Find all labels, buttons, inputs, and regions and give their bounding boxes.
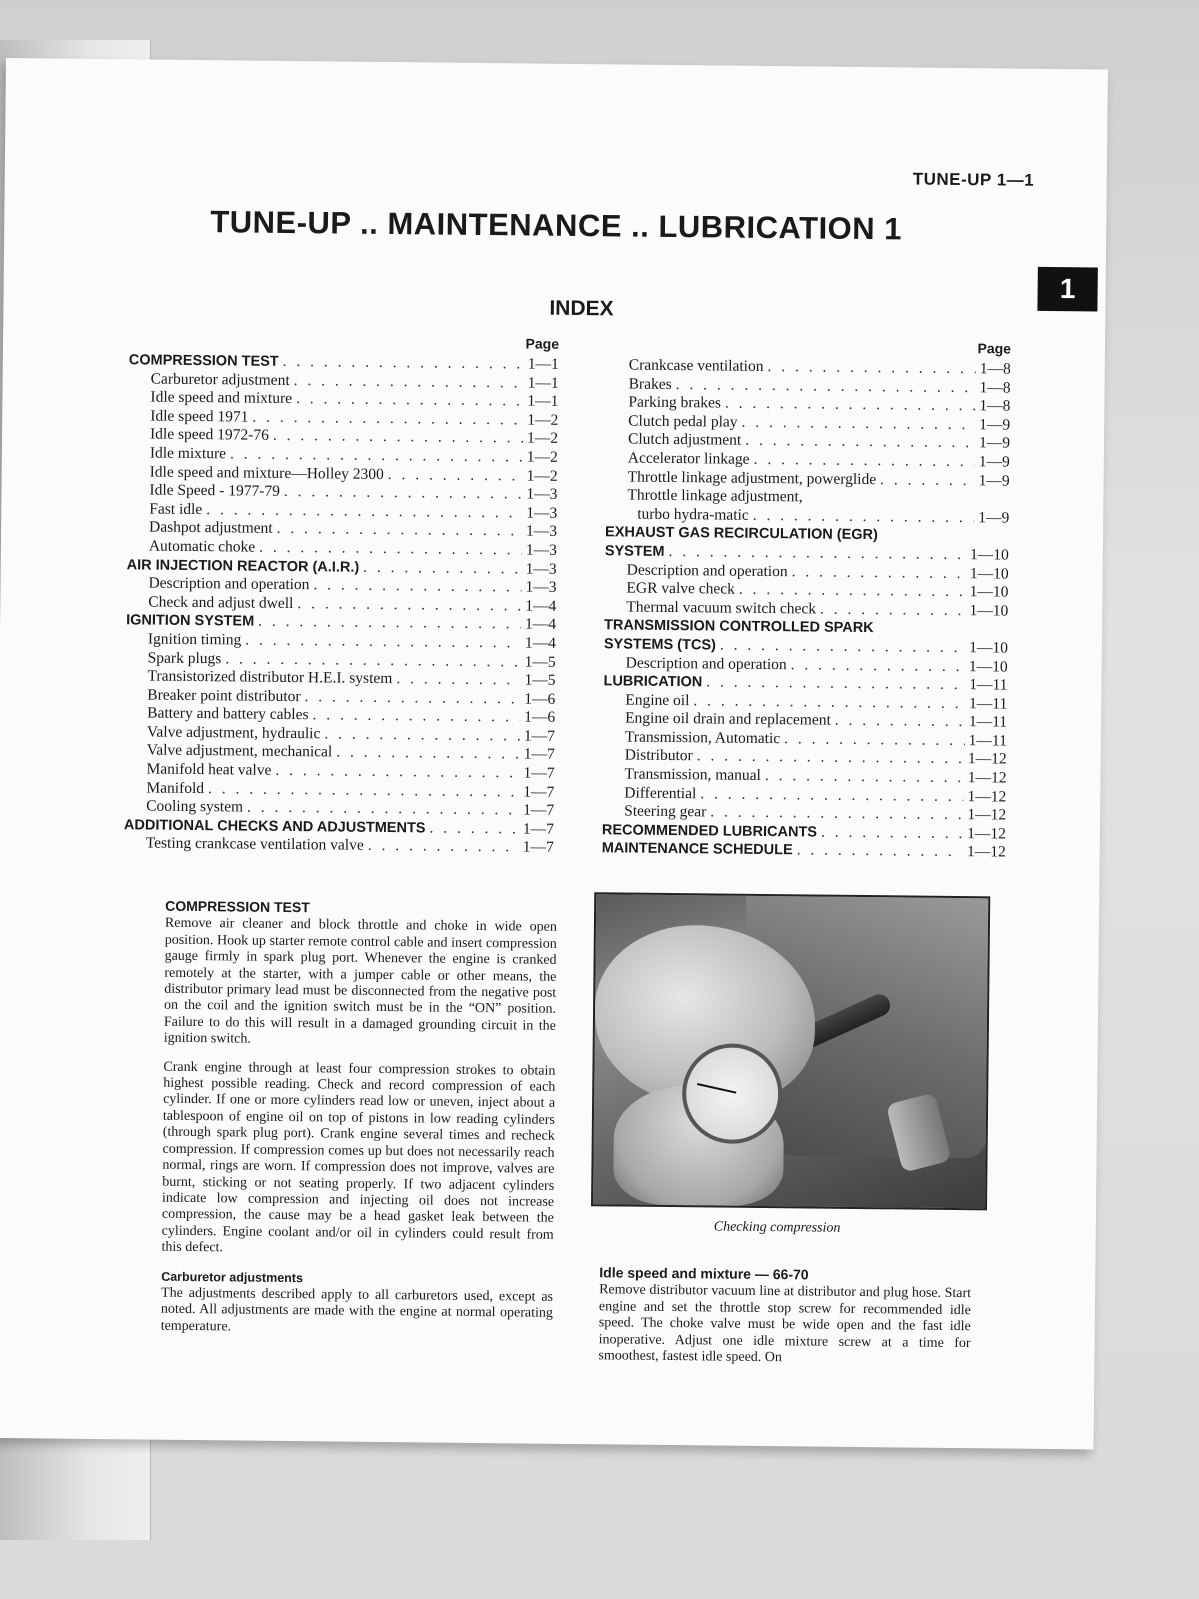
index-entry-page: 1—10 — [969, 583, 1009, 601]
dot-leader — [880, 471, 975, 491]
index-entry-page: 1—6 — [524, 708, 556, 727]
running-header: TUNE-UP 1—1 — [912, 169, 1035, 190]
dot-leader — [396, 670, 520, 690]
index-entry-label: IGNITION SYSTEM — [126, 612, 255, 630]
index-entry-page: 1—4 — [525, 597, 557, 615]
index-column-right — [602, 336, 1011, 862]
index-entry-page: 1—3 — [526, 485, 558, 503]
index-entry-label: TRANSMISSION CONTROLLED SPARK — [604, 617, 874, 637]
dot-leader — [296, 390, 524, 411]
index-entry-label: Testing crankcase ventilation valve — [145, 834, 364, 855]
index-entry-label: Dashpot adjustment — [149, 518, 273, 538]
section-heading: Idle speed and mixture — 66-70 — [599, 1264, 809, 1283]
index-entry-label: RECOMMENDED LUBRICANTS — [601, 822, 818, 841]
index-entry-label: COMPRESSION TEST — [128, 352, 279, 370]
index-entry-page: 1—3 — [525, 578, 557, 596]
index-entry-label: Manifold — [146, 779, 205, 797]
index-entry-page: 1—12 — [967, 769, 1007, 787]
index-entry-label: Steering gear — [624, 802, 707, 821]
dot-leader — [745, 432, 975, 453]
index-entry-page: 1—9 — [978, 471, 1010, 490]
index-entry-label: AIR INJECTION REACTOR (A.I.R.) — [126, 556, 360, 576]
page-column-label: Page — [977, 340, 1012, 357]
dot-leader — [368, 837, 519, 857]
paragraph: Crank engine through at least four compression strokes to obtain highest possible reading. Check and record compression of each cylinder. If one or more cylinders read low or uneven, inject about a tablespoon of engine oil on top of pistons in low reading cylinders (through spark plug port). Crank engine several times and recheck compression. If compression comes up but does not necessarily reach normal, rings are worn. If compression does not improve, valves are burnt, sticking or not seating properly. If two adjacent cylinders indicate low compression and injecting oil does not increase compression, the cause may be a head gasket leak between the cylinders. Engine coolant and/or oil in cylinders could result from this defect. — [161, 1059, 556, 1256]
index-entry-page: 1—6 — [524, 690, 556, 708]
dot-leader — [294, 372, 524, 393]
index-heading: INDEX — [549, 296, 614, 321]
index-entry-page: 1—8 — [979, 378, 1011, 397]
compression-test-section — [161, 898, 558, 1351]
dot-leader — [791, 656, 965, 676]
section-heading: COMPRESSION TEST — [165, 897, 310, 916]
index-entry-label: Idle mixture — [149, 444, 227, 463]
dot-leader — [363, 558, 522, 578]
index-entry-label: Description and operation — [626, 561, 788, 580]
dot-leader — [313, 576, 521, 597]
index-entry-page: 1—10 — [969, 564, 1009, 583]
dot-leader — [765, 767, 964, 788]
dot-leader — [297, 595, 521, 616]
dot-leader — [720, 636, 965, 657]
index-entry-page: 1—7 — [522, 820, 555, 838]
index-entry-page: 1—3 — [526, 504, 558, 522]
paragraph: The adjustments described apply to all carburetors used, except as noted. All adjustments are made with the engine at normal operating temperature. — [160, 1285, 554, 1335]
index-entry-page: 1—9 — [978, 434, 1011, 452]
index-entry-page: 1—9 — [979, 415, 1011, 434]
index-entry-label: EXHAUST GAS RECIRCULATION (EGR) — [604, 524, 878, 544]
paragraph: Remove distributor vacuum line at distributor and plug hose. Start engine and set the throttle stop screw for recommended idle speed. The choke valve must be wide open and the fast idle inoperative. Adjust one idle mixture screw at a time for smoothest, fastest idle speed. On — [598, 1282, 972, 1366]
gauge-needle — [697, 1083, 736, 1094]
index-entry-label: Carburetor adjustment — [150, 370, 290, 389]
index-entry-label: Thermal vacuum switch check — [626, 598, 817, 618]
index-entry-page: 1—7 — [523, 783, 555, 801]
index-entry-page: 1—11 — [969, 694, 1008, 713]
index-entry-page: 1—2 — [526, 467, 558, 485]
idle-speed-section — [598, 1264, 971, 1380]
index-entry-label: Transmission, manual — [624, 765, 761, 785]
dot-leader — [275, 762, 519, 783]
chapter-tab: 1 — [1037, 267, 1097, 312]
dot-leader — [753, 507, 975, 528]
subsection-heading: Carburetor adjustments — [161, 1269, 304, 1285]
index-entry-page: 1—7 — [523, 745, 555, 764]
index-entry-label: Description and operation — [148, 574, 310, 594]
index-entry-label: SYSTEMS (TCS) — [603, 636, 716, 654]
index-entry-page: 1—3 — [525, 541, 557, 559]
dot-leader — [784, 730, 965, 750]
index-entry-label: Distributor — [624, 746, 693, 765]
index-entry-page: 1—11 — [968, 713, 1008, 731]
index-entry-label: Fast idle — [149, 500, 203, 518]
dot-leader — [878, 632, 974, 633]
index-entry-label: ADDITIONAL CHECKS AND ADJUSTMENTS — [123, 817, 426, 837]
dot-leader — [820, 600, 966, 620]
index-entry-page: 1—12 — [967, 806, 1007, 824]
index-entry-page: 1—1 — [527, 392, 559, 410]
page-column-label: Page — [525, 335, 560, 352]
index-entry-label: Ignition timing — [147, 630, 242, 649]
index-entry — [602, 840, 1006, 863]
index-entry-page: 1—9 — [978, 453, 1010, 471]
index-entry-label: Throttle linkage adjustment, powerglide — [627, 468, 877, 488]
index-entry-page: 1—12 — [967, 787, 1007, 806]
index-entry-label: Idle Speed - 1977-79 — [149, 481, 281, 501]
dot-leader — [312, 707, 520, 728]
dot-leader — [283, 353, 524, 374]
index-entry-page: 1—3 — [525, 522, 558, 541]
index-entry-page: 1—2 — [527, 411, 559, 429]
index-entry-page: 1—10 — [969, 601, 1009, 620]
dot-leader — [797, 842, 964, 862]
index-entry-page: 1—12 — [966, 843, 1006, 861]
index-entry-label: EGR valve check — [626, 579, 736, 598]
index-entry-page: 1—12 — [967, 750, 1007, 768]
chapter-title: TUNE-UP .. MAINTENANCE .. LUBRICATION 1 — [210, 204, 903, 247]
index-entry-label: Idle speed and mixture — [150, 388, 293, 408]
dot-leader — [284, 483, 523, 504]
dot-leader — [324, 725, 520, 746]
index-entry-label: Valve adjustment, mechanical — [146, 741, 333, 761]
index-entry-label: Automatic choke — [148, 537, 256, 556]
index-entry-label: LUBRICATION — [603, 673, 703, 691]
index-entry-page: 1—5 — [524, 671, 556, 689]
index-entry-label: Clutch adjustment — [627, 430, 742, 450]
index-entry-page: 1—7 — [523, 727, 556, 745]
index-entry — [124, 835, 554, 858]
index-entry-page: 1—1 — [527, 374, 559, 392]
index-entry-page: 1—7 — [523, 764, 555, 782]
index-entry-label: Throttle linkage adjustment, — [627, 486, 803, 506]
index-entry-page: 1—9 — [978, 508, 1010, 527]
manual-page — [0, 58, 1108, 1449]
index-entry-page: 1—7 — [522, 838, 554, 857]
dot-leader — [336, 744, 520, 765]
index-entry-label: Idle speed 1971 — [150, 407, 249, 426]
index-entry-label: turbo hydra-matic — [637, 505, 749, 524]
dot-leader — [741, 414, 975, 435]
compression-gauge-photo — [591, 892, 990, 1210]
index-entry-label: Battery and battery cables — [147, 704, 309, 724]
index-entry-page: 1—7 — [523, 801, 555, 820]
index-entry-label: Accelerator linkage — [627, 449, 750, 468]
index-entry-label: Transistorized distributor H.E.I. system — [147, 667, 393, 688]
index-entry-page: 1—5 — [524, 652, 556, 671]
index-entry-label: Differential — [624, 784, 697, 802]
index-entry-label: Brakes — [628, 375, 672, 393]
dot-leader — [754, 451, 975, 472]
index-entry-label: MAINTENANCE SCHEDULE — [601, 840, 793, 859]
dot-leader — [807, 502, 976, 504]
index-entry-page: 1—2 — [526, 429, 559, 448]
paragraph: Remove air cleaner and block throttle and choke in wide open position. Hook up starter remote control cable and insert compression gauge firmly in spark plug port. Whenever the engine is cranked remotely at the starter, with a jumper cable or other means, the distributor primary lead must be disconnected from the negative post on the coil and the ignition switch must be in the “ON” position. Failure to do this will result in a damaged grounding circuit in the ignition switch. — [163, 916, 558, 1047]
index-entry-label: Check and adjust dwell — [148, 593, 294, 612]
index-entry-label: Valve adjustment, hydraulic — [146, 723, 321, 743]
index-entry-page: 1—4 — [524, 634, 556, 652]
index-entry-label: SYSTEM — [604, 543, 665, 560]
index-entry-page: 1—3 — [525, 560, 557, 578]
index-entry-page: 1—12 — [967, 824, 1007, 843]
dot-leader — [821, 823, 963, 843]
index-entry-page: 1—11 — [969, 676, 1008, 694]
dot-leader — [767, 358, 975, 379]
index-entry-page: 1—11 — [968, 731, 1007, 750]
index-entry-page: 1—1 — [527, 355, 559, 373]
dot-leader — [835, 712, 965, 732]
dot-leader — [882, 540, 975, 541]
index-entry-label: Clutch pedal play — [628, 412, 738, 431]
index-entry-page: 1—4 — [525, 615, 557, 634]
index-entry-page: 1—2 — [526, 448, 558, 466]
index-entry-page: 1—8 — [979, 360, 1011, 378]
index-entry-page: 1—10 — [968, 657, 1008, 676]
index-entry-label: Idle speed 1972-76 — [149, 425, 269, 445]
dot-leader — [304, 688, 520, 709]
dot-leader — [792, 563, 966, 583]
index-entry-page: 1—10 — [970, 546, 1009, 564]
index-entry-label: Description and operation — [625, 654, 787, 673]
index-entry-label: Idle speed and mixture—Holley 2300 — [149, 463, 384, 483]
index-entry-label: Engine oil — [625, 691, 690, 709]
index-entry-label: Crankcase ventilation — [628, 356, 764, 375]
index-entry-label: Spark plugs — [147, 649, 222, 667]
dot-leader — [429, 819, 519, 839]
index-entry-page: 1—10 — [969, 639, 1008, 657]
photo-caption: Checking compression — [713, 1219, 841, 1236]
index-entry-label: Parking brakes — [628, 393, 722, 412]
index-entry-label: Breaker point distributor — [147, 686, 301, 705]
index-entry-label: Transmission, Automatic — [624, 728, 781, 748]
index-entry-page: 1—8 — [979, 397, 1011, 415]
dot-leader — [739, 581, 966, 602]
index-entry-label: Engine oil drain and replacement — [625, 709, 831, 729]
index-column-left — [124, 331, 559, 858]
dot-leader — [388, 466, 523, 486]
index-entry-label: Manifold heat valve — [146, 760, 272, 779]
compression-gauge-dial — [682, 1043, 783, 1144]
index-entry-label: Cooling system — [146, 797, 244, 816]
